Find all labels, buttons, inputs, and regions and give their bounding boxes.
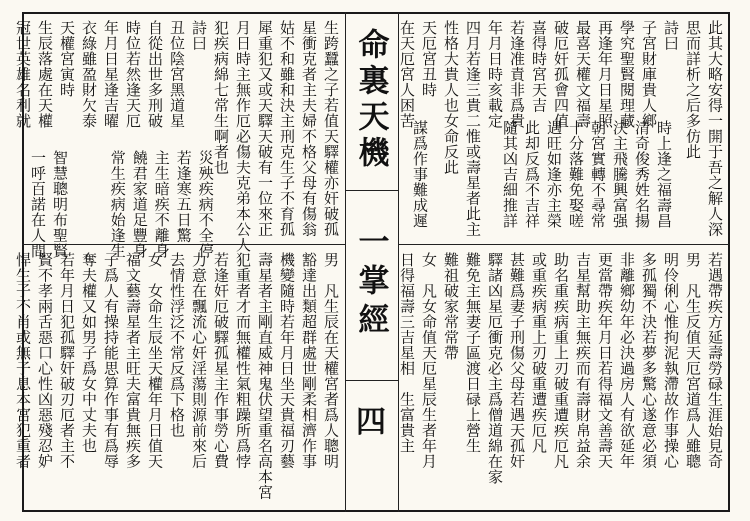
text-line: 非離鄉幼年必決過房人有欲延年 — [618, 252, 636, 469]
book-subtitle: 一掌經 — [352, 224, 389, 342]
text-line: 性格大貴人也女命反此 — [442, 20, 460, 175]
left-divider — [22, 244, 345, 245]
text-line: 犯重者才而無權性氣粗躁所爲悖 — [234, 252, 252, 469]
text-line: 明伶俐心惟拘泥執滯故作事操心 — [662, 252, 680, 469]
text-line: 自從出世多刑破 — [146, 20, 164, 129]
text-line: 犀重犯又或天驛天破有一位來正 — [256, 20, 274, 237]
text-line: 生辰落處在天權 — [36, 20, 54, 129]
text-line: 災殃疾病不全停 — [196, 150, 215, 259]
text-line: 年月日星逢吉曜 — [102, 20, 120, 129]
text-line: 思而詳析之后多仿此 — [684, 20, 702, 160]
text-line: 子爲人有操持能思算作事有爲辱 — [102, 252, 120, 469]
text-line: 主生暗疾不離身 — [152, 150, 171, 259]
text-line: 最喜天權文福壽 — [574, 20, 592, 129]
text-line: 清奇俊秀姓名揚 — [633, 120, 651, 229]
text-line: 生跨蠶之子若值天驛權亦奸破孤 — [322, 20, 340, 237]
book-title: 命裏天機 — [352, 28, 389, 172]
text-line: 再逢年月日星照 — [596, 20, 614, 129]
text-line: 豁達出類超群處世剛柔相濟作事 — [300, 252, 318, 469]
text-line: 時上逢之福壽昌 — [655, 120, 673, 229]
text-line: 朝宮實轉不尋常 — [589, 120, 607, 229]
text-line: 犯疾病綿七常生啊者也 — [212, 20, 230, 175]
text-line: 決主飛騰興富强 — [611, 120, 629, 229]
text-line: 十分落難免娶嗟 — [567, 120, 585, 229]
text-line: 更當帶疾年月日若得福文善壽天 — [596, 252, 614, 469]
text-line: 星衝克者主夫婦不格父母有傷翁 — [300, 20, 318, 237]
text-line: 若逢准責非爲貴 — [508, 20, 526, 129]
text-line: 饒君家道足豐身 — [130, 150, 149, 259]
text-line: 姑不和雖和決主刑克生子不育孤 — [278, 20, 296, 237]
text-line: 在天厄宮人困苦 — [398, 20, 416, 129]
right-upper-text-b — [410, 120, 724, 240]
text-line: 去情性浮泛不常反爲下格也 — [168, 252, 186, 438]
text-line: 女 凡女命值天厄星辰生者年月 — [420, 252, 438, 469]
text-line: 悍生子不肖或無子息本宮犯重者 — [14, 252, 32, 469]
text-line: 天權宮寅時 — [58, 20, 76, 98]
text-line: 一呼百諾在人間 — [28, 150, 47, 259]
text-line: 多孤獨不決若夢多驚心遂意必須 — [640, 252, 658, 469]
text-line: 若遇帶疾方延壽勞碌生涯始見奇 — [706, 252, 724, 469]
spine-rule-left — [345, 12, 346, 512]
text-line: 隨其凶吉細推詳 — [501, 120, 519, 229]
text-line: 時位若然逢天厄 — [124, 20, 142, 129]
text-line: 或重疾病重上刃破重遭疾厄凡 — [530, 252, 548, 454]
text-line: 助名重疾病重上刃破重遭疾厄凡 — [552, 252, 570, 469]
text-line: 若逢奸厄破驛孤星主作事勞心費 — [212, 252, 230, 469]
text-line: 若年月日犯孤驛奸破刃厄者主不 — [58, 252, 76, 469]
text-line: 衣綠雖盈財欠泰 — [80, 20, 98, 129]
text-line: 四月若逢三貴二惟或壽星者此主 — [464, 20, 482, 237]
spine-divider-2 — [345, 380, 398, 381]
right-lower-text — [398, 252, 724, 506]
right-divider — [398, 244, 730, 245]
text-line: 日得福壽三吉星相 生富貴主 — [398, 252, 416, 454]
text-line: 遇旺如逢亦主榮 — [545, 120, 563, 229]
text-line: 年月日時亥載定 — [486, 20, 504, 129]
text-line: 丑位陰宮黑道星 — [168, 20, 186, 129]
text-line: 福文藝壽星者主旺夫富貴無疾多 — [124, 252, 142, 469]
text-line: 機變隨時若年月日坐天貴福刃藝 — [278, 252, 296, 469]
text-line: 男 凡生反值天厄宮道爲人雖聰 — [684, 252, 702, 469]
text-line: 男 凡生辰在天權宮者爲人聰明 — [322, 252, 340, 469]
left-upper-text-b — [28, 150, 340, 259]
text-line: 常生疾病始逢生 — [108, 150, 127, 259]
text-line: 驛諸凶星厄衝克必主爲僧道綿在家 — [486, 252, 504, 485]
text-line: 吉星幫助主無疾而有壽財帛益余 — [574, 252, 592, 469]
text-line: 力意在飄流心奸淫蕩則源前來后 — [190, 252, 208, 469]
text-line: 天厄宮丑時 — [420, 20, 438, 98]
text-line: 謀爲作事難成遲 — [411, 120, 429, 229]
page-number: 四 — [356, 405, 386, 440]
text-line: 子宮財庫貴人鄉 — [640, 20, 658, 129]
text-line: 破厄奸孤會四值 — [552, 20, 570, 129]
text-line: 甚難爲妻子刑傷父母若遇天孤奸 — [508, 252, 526, 469]
text-line: 學究聖賢閱理藏 — [618, 20, 636, 129]
text-line: 難免主無妻子區渡日碌上營生 — [464, 252, 482, 454]
text-line: 冠世英雄名利就 — [14, 20, 32, 129]
text-line: 月日時主無作厄必傷夫克弟本公人 — [234, 20, 252, 253]
text-line: 難祖破家常常帶 — [442, 252, 460, 361]
text-line: 若逢寒五日驚 — [174, 150, 193, 243]
text-line: 賢不孝兩舌惡口心性凶惡殘忍妒 — [36, 252, 54, 469]
text-line: 女 女命生辰坐天權年月日值天 — [146, 252, 164, 469]
text-line: 詩曰 — [662, 20, 680, 51]
text-line: 奪夫權又如男子爲女中丈夫也 — [80, 252, 98, 454]
spine-divider-1 — [345, 190, 398, 191]
left-lower-text — [14, 252, 340, 506]
text-line: 喜得時宮天吉 — [530, 20, 548, 113]
text-line: 此却反爲不吉祥 — [523, 120, 541, 229]
text-line: 詩曰 — [190, 20, 208, 51]
text-line: 此其大略安得一開于吾之解人深 — [706, 20, 724, 237]
text-line: 智慧聰明布聖賢 — [50, 150, 69, 259]
text-line: 壽星者主剛直威神鬼伏望重名高本宮 — [256, 252, 274, 500]
